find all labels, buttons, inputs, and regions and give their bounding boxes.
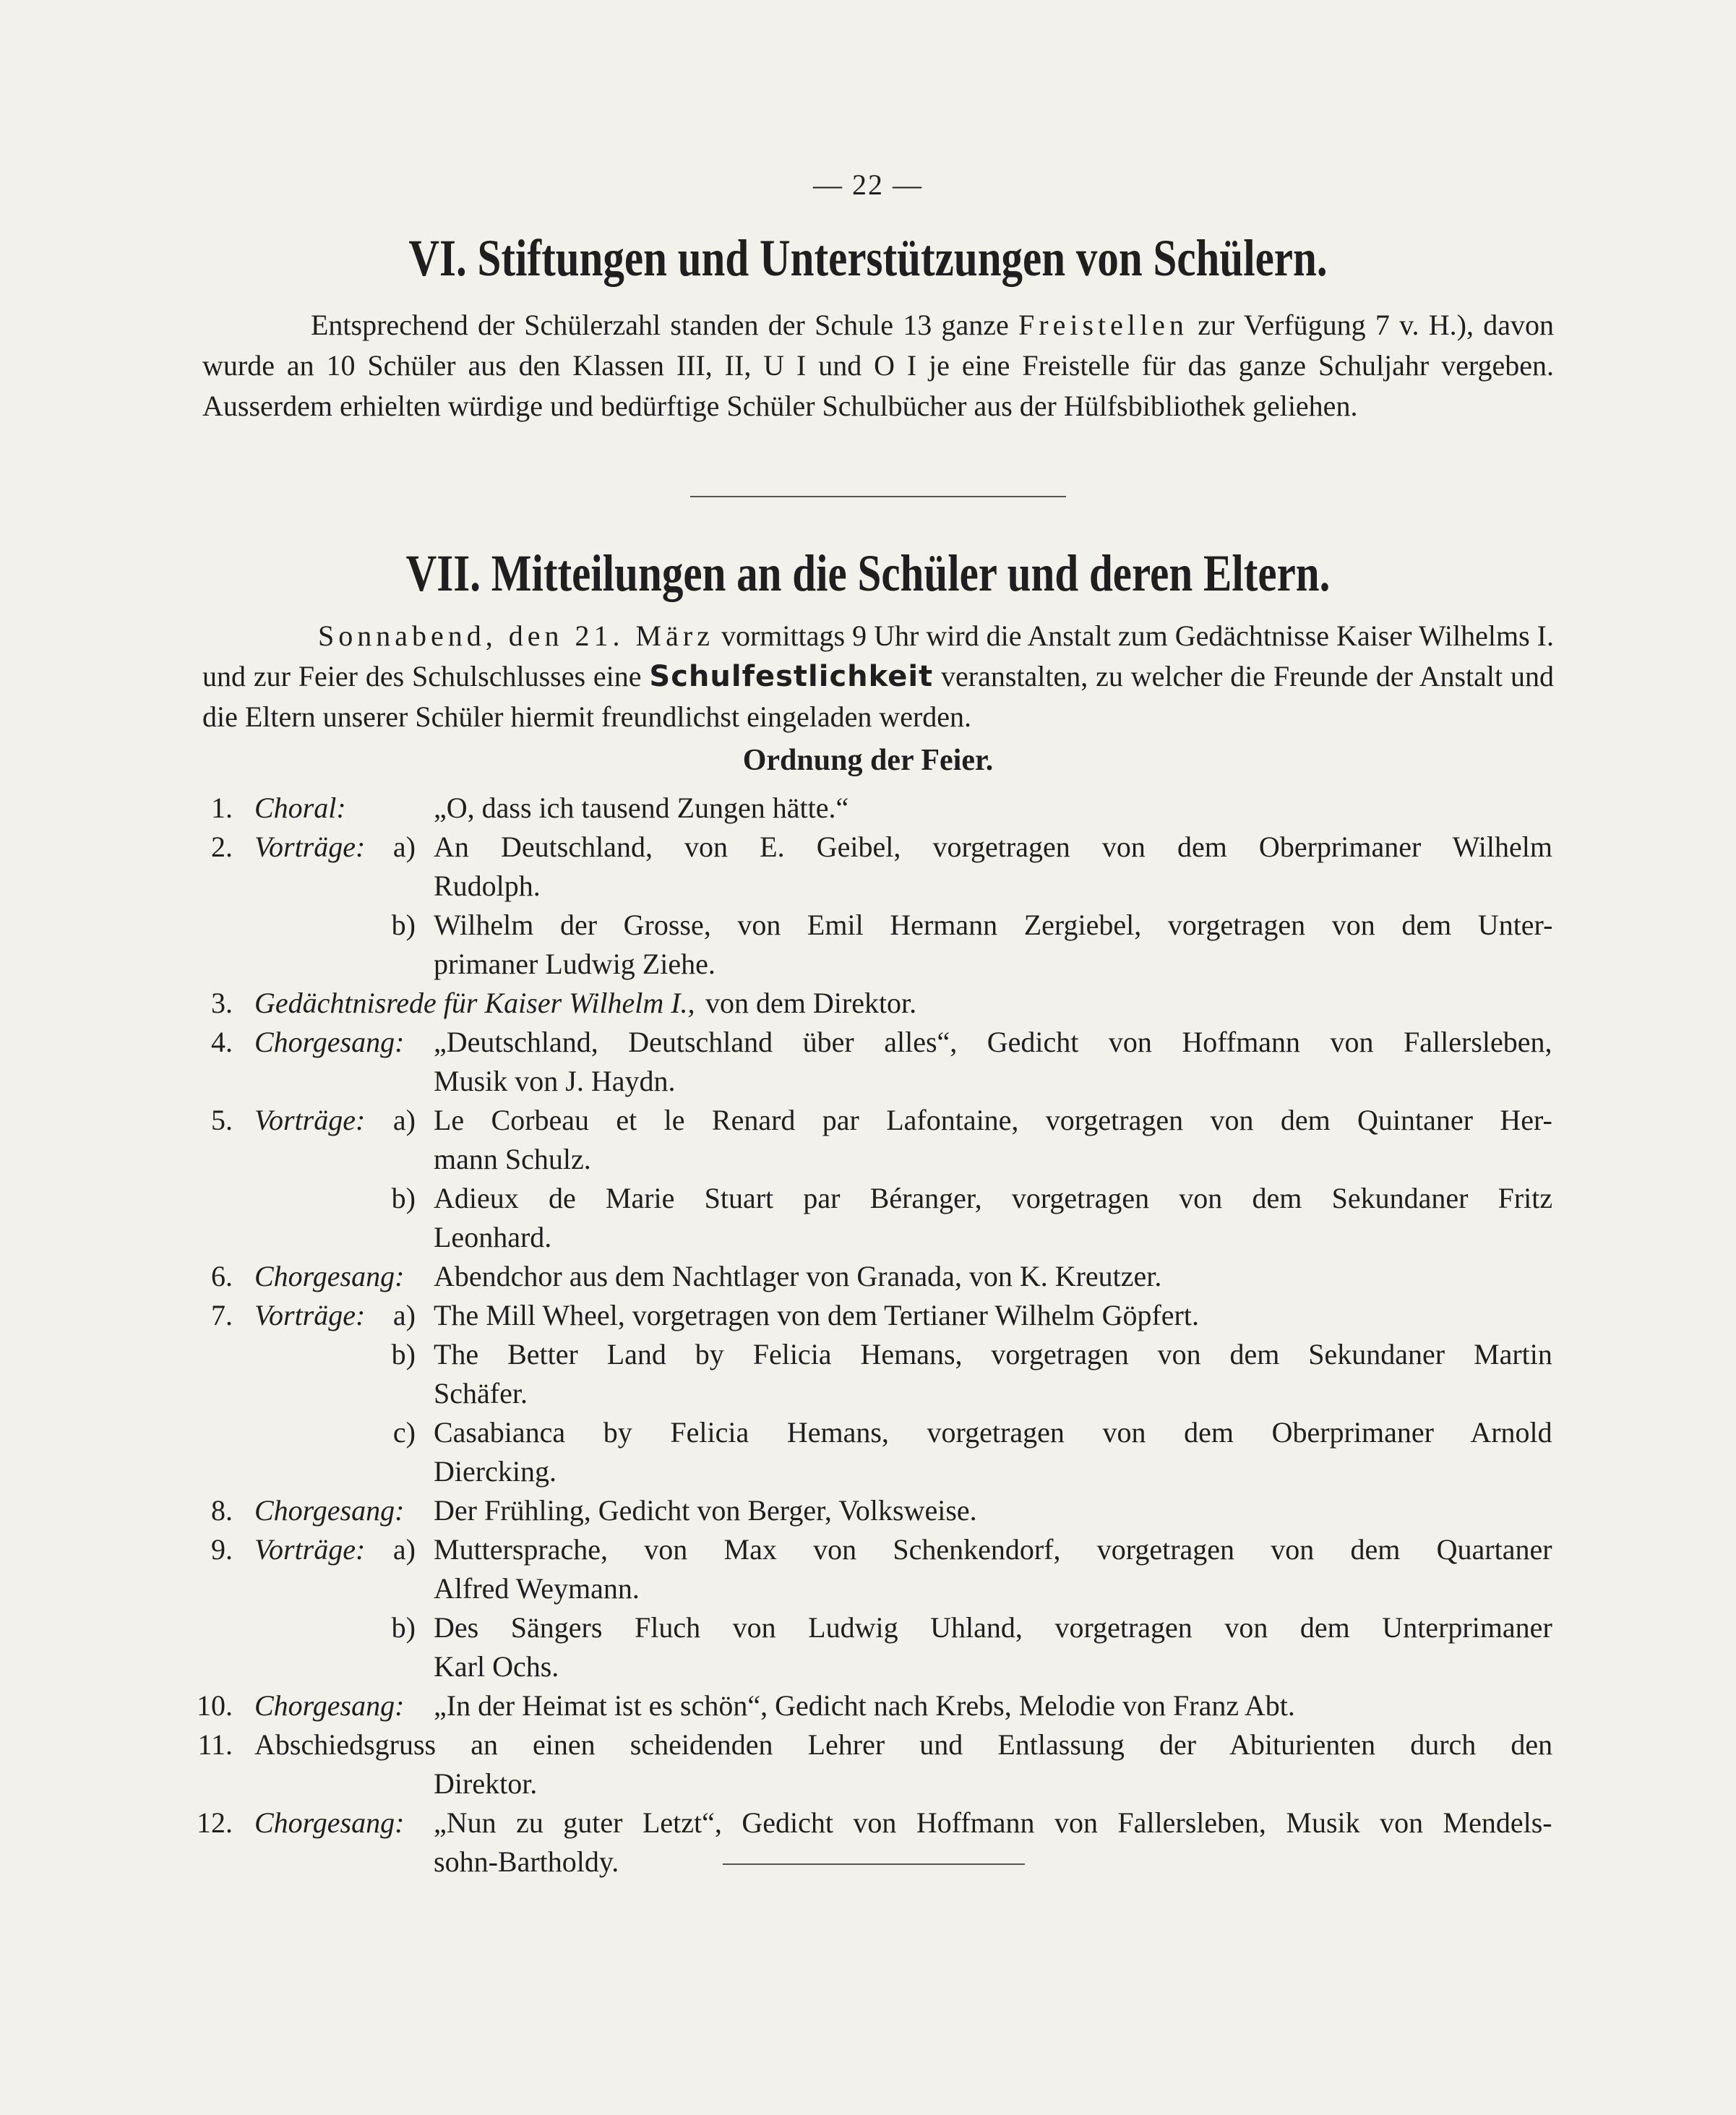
item-number: 6. (211, 1260, 233, 1292)
program-item (0, 1490, 1736, 1531)
item-text-continuation: Leonhard. (434, 1221, 552, 1253)
program-item-continuation (0, 1139, 1736, 1180)
program-item (0, 1100, 1736, 1141)
item-text: Wilhelm der Grosse, von Emil Hermann Zergiebel, vorgetragen von dem Unter- (434, 909, 1553, 941)
section-6-title: VI. Stiftungen und Unterstützungen von Schülern. (408, 229, 1328, 287)
highlighted-term: Schulfestlichkeit (649, 660, 934, 693)
item-sub-letter: a) (392, 831, 416, 863)
item-sub-letter: a) (392, 1533, 416, 1566)
item-number: 1. (211, 791, 233, 824)
item-text: Der Frühling, Gedicht von Berger, Volksweise. (434, 1494, 977, 1527)
item-text: Adieux de Marie Stuart par Béranger, vorgetragen von dem Sekundaner Fritz (434, 1182, 1553, 1214)
item-text: The Better Land by Felicia Hemans, vorgetragen von dem Sekundaner Martin (434, 1338, 1552, 1370)
item-text: An Deutschland, von E. Geibel, vorgetragen von dem Oberprimaner Wilhelm (434, 831, 1553, 863)
program-item (0, 788, 1736, 828)
item-text-continuation: Musik von J. Haydn. (434, 1065, 676, 1097)
item-category: Choral: (254, 791, 346, 824)
program-title: Ordnung der Feier. (742, 744, 994, 777)
item-text: Le Corbeau et le Renard par Lafontaine, vorgetragen von dem Quintaner Her- (434, 1104, 1552, 1136)
item-number: 3. (211, 987, 233, 1019)
item-text-continuation: Diercking. (434, 1455, 557, 1488)
program-item (0, 1530, 1736, 1570)
item-text: Des Sängers Fluch von Ludwig Uhland, vorgetragen von dem Unterprimaner (434, 1611, 1552, 1644)
item-number: 11. (197, 1728, 233, 1761)
item-category: Chorgesang: (254, 1806, 405, 1839)
item-number: 5. (211, 1104, 233, 1136)
item-text: „In der Heimat ist es schön“, Gedicht nach Krebs, Melodie von Franz Abt. (434, 1689, 1295, 1722)
item-text: „O, dass ich tausend Zungen hätte.“ (434, 791, 849, 824)
item-category: Vorträge: (254, 1533, 366, 1566)
item-text: „Deutschland, Deutschland über alles“, Gedicht von Hoffmann von Fallersleben, (434, 1026, 1552, 1058)
program-item-continuation (0, 866, 1736, 906)
page-number: — 22 — (813, 168, 923, 201)
item-category: Chorgesang: (254, 1494, 405, 1527)
program-item (0, 905, 1736, 945)
program-item-continuation (0, 1569, 1736, 1609)
item-number: 7. (211, 1299, 233, 1331)
program-item-continuation (0, 1373, 1736, 1414)
item-number: 4. (211, 1026, 233, 1058)
item-sub-letter: a) (392, 1104, 416, 1136)
item-number: 10. (197, 1689, 233, 1722)
item-sub-letter: b) (391, 1611, 416, 1644)
end-divider (723, 1863, 1025, 1865)
item-sub-letter: b) (391, 909, 416, 941)
program-item (0, 1334, 1736, 1375)
paragraph-text: zur Verfügung 7 v. H.), davon wurde an 10 Schüler aus den Klassen III, II, U I und O I je eine Freistelle für das ganze Schuljahr vergeben. Ausserdem erhielten würdige und bedürftige Schüler Schulbücher aus der Hülfsbibliothek geliehen. (202, 309, 1554, 422)
item-text-continuation: Karl Ochs. (434, 1650, 559, 1683)
program-item (0, 1256, 1736, 1297)
item-category: Chorgesang: (254, 1026, 405, 1058)
item-text-continuation: primaner Ludwig Ziehe. (434, 948, 716, 980)
program-item-continuation (0, 1647, 1736, 1687)
program-item-continuation (0, 1217, 1736, 1258)
item-sub-letter: c) (392, 1416, 416, 1449)
item-text-continuation: Direktor. (434, 1767, 538, 1800)
section-6-paragraph (202, 305, 1554, 426)
section-7-title: VII. Mitteilungen an die Schüler und deren Eltern. (405, 544, 1331, 602)
program-item (0, 1608, 1736, 1648)
item-category: Vorträge: (254, 831, 366, 863)
paragraph-text: Entsprechend der Schülerzahl standen der Schule 13 ganze (311, 309, 1019, 341)
item-text-continuation: Rudolph. (434, 870, 541, 902)
item-sub-letter: b) (391, 1338, 416, 1370)
program-item (0, 1022, 1736, 1063)
program-item (0, 1412, 1736, 1453)
item-category: Vorträge: (254, 1104, 366, 1136)
section-divider (690, 496, 1066, 497)
item-text: Casabianca by Felicia Hemans, vorgetragen von dem Oberprimaner Arnold (434, 1416, 1552, 1449)
program-item (0, 1295, 1736, 1336)
program-item (0, 983, 1736, 1024)
item-category: Chorgesang: (254, 1260, 405, 1292)
item-text: von dem Direktor. (705, 987, 917, 1019)
item-number: 2. (211, 831, 233, 863)
item-text-continuation: Schäfer. (434, 1377, 528, 1410)
item-text-continuation: Alfred Weymann. (434, 1572, 640, 1605)
item-text: Muttersprache, von Max von Schenkendorf, vorgetragen von dem Quartaner (434, 1533, 1552, 1566)
item-text-continuation: sohn-Bartholdy. (434, 1845, 619, 1878)
program-item-continuation (0, 1061, 1736, 1102)
program-item (0, 1803, 1736, 1843)
program-item-continuation (0, 944, 1736, 984)
item-sub-letter: b) (391, 1182, 416, 1214)
item-text: The Mill Wheel, vorgetragen von dem Tertianer Wilhelm Göpfert. (434, 1299, 1199, 1331)
item-number: 9. (211, 1533, 233, 1566)
paragraph-text: veranstalten, zu welcher die Freunde der Anstalt und die Eltern unserer Schüler hiermit freundlichst eingeladen werden. (202, 660, 1555, 733)
item-number: 8. (211, 1494, 233, 1527)
program-item (0, 1686, 1736, 1726)
item-text: „Nun zu guter Letzt“, Gedicht von Hoffmann von Fallersleben, Musik von Mendels- (434, 1806, 1552, 1839)
item-category: Gedächtnisrede für Kaiser Wilhelm I., (254, 987, 695, 1019)
program-item (0, 827, 1736, 867)
section-7-paragraph (202, 616, 1554, 737)
spaced-date: Sonnabend, den 21. März (318, 619, 714, 652)
item-category: Vorträge: (254, 1299, 366, 1331)
paragraph-text: vormittags 9 Uhr wird die Anstalt zum Gedächtnisse Kaiser Wilhelms I. und zur Feier des Schulschlusses eine (202, 619, 1554, 692)
program-item-continuation (0, 1764, 1736, 1804)
item-text-continuation: mann Schulz. (434, 1143, 591, 1175)
item-category: Chorgesang: (254, 1689, 405, 1722)
program-item-continuation (0, 1842, 1736, 1882)
item-number: 12. (197, 1806, 233, 1839)
item-text: Abschiedsgruss an einen scheidenden Lehrer und Entlassung der Abiturienten durch den (254, 1728, 1553, 1761)
spaced-term: Freistellen (1018, 309, 1188, 341)
item-sub-letter: a) (392, 1299, 416, 1331)
program-item (0, 1178, 1736, 1219)
program-item (0, 1725, 1736, 1765)
item-text: Abendchor aus dem Nachtlager von Granada, von K. Kreutzer. (434, 1260, 1162, 1292)
program-item-continuation (0, 1451, 1736, 1492)
